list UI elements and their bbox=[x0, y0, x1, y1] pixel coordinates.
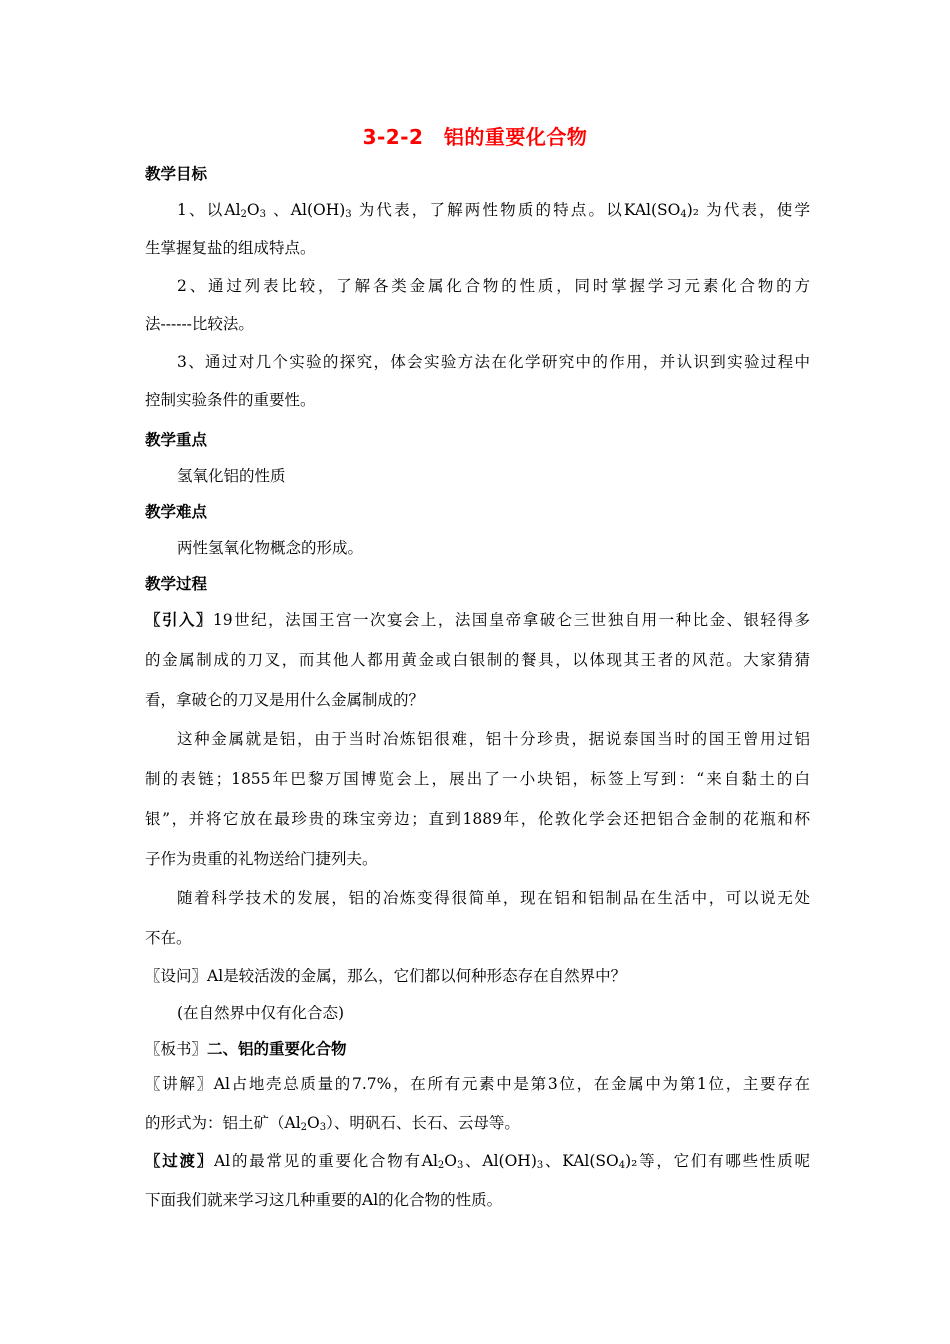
difficulty-text: 两性氢氧化物概念的形成。 bbox=[177, 539, 364, 557]
objective-2-line-1: 2、通过列表比较，了解各类金属化合物的性质，同时掌握学习元素化合物的方 bbox=[177, 277, 810, 295]
question-answer: (在自然界中仅有化合态) bbox=[177, 1004, 345, 1022]
intro-line-2: 的金属制成的刀叉，而其他人都用黄金或白银制的餐具，以体现其王者的风范。大家猜猜 bbox=[145, 651, 810, 669]
transition-line-1: 〖过渡〗Al的最常见的重要化合物有$Al_2O_3$、$Al(OH)_3$、$KAl(SO_4)_2$等，它们有哪些性质呢 bbox=[145, 1152, 810, 1171]
story-line-4: 子作为贵重的礼物送给门捷列夫。 bbox=[145, 850, 378, 868]
section-heading-key-point: 教学重点 bbox=[145, 431, 208, 449]
objective-3-line-1: 3、通过对几个实验的探究，体会实验方法在化学研究中的作用，并认识到实验过程中 bbox=[177, 353, 810, 371]
transition-line-2: 下面我们就来学习这几种重要的Al的化合物的性质。 bbox=[145, 1191, 503, 1209]
development-line-1: 随着科学技术的发展，铝的冶炼变得很简单，现在铝和铝制品在生活中，可以说无处 bbox=[177, 889, 810, 907]
board-line: 〖板书〗二、铝的重要化合物 bbox=[145, 1040, 347, 1058]
story-line-1: 这种金属就是铝，由于当时冶炼铝很难，铝十分珍贵，据说泰国当时的国王曾用过铝 bbox=[177, 730, 810, 748]
objective-1-line-2: 生掌握复盐的组成特点。 bbox=[145, 239, 316, 257]
objective-2-line-2: 法------比较法。 bbox=[145, 315, 254, 333]
section-heading-difficulty: 教学难点 bbox=[145, 503, 208, 521]
section-heading-objectives: 教学目标 bbox=[145, 165, 208, 183]
question-line: 〖设问〗Al是较活泼的金属，那么，它们都以何种形态存在自然界中？ bbox=[145, 967, 627, 985]
lecture-line-1: 〖讲解〗Al占地壳总质量的7.7%，在所有元素中是第3位，在金属中为第1位，主要存在 bbox=[145, 1075, 810, 1093]
story-line-3: 银”，并将它放在最珍贵的珠宝旁边；直到1889年，伦敦化学会还把铝合金制的花瓶和杯 bbox=[145, 810, 810, 828]
objective-3-line-2: 控制实验条件的重要性。 bbox=[145, 391, 316, 409]
objective-1-line-1: 1、以$Al_2O_3$ 、$Al(OH)_3$ 为代表，了解两性物质的特点。以$KAl(SO_4)_2$ 为代表，使学 bbox=[177, 201, 810, 220]
section-heading-process: 教学过程 bbox=[145, 575, 208, 593]
document-title: 3-2-2 铝的重要化合物 bbox=[362, 125, 588, 149]
intro-line-3: 看，拿破仑的刀叉是用什么金属制成的？ bbox=[145, 691, 425, 709]
intro-line-1: 〖引入〗19世纪，法国王宫一次宴会上，法国皇帝拿破仑三世独自用一种比金、银轻得多 bbox=[145, 611, 810, 629]
story-line-2: 制的表链；1855年巴黎万国博览会上，展出了一小块铝，标签上写到：“来自黏土的白 bbox=[145, 770, 810, 788]
key-point-text: 氢氧化铝的性质 bbox=[177, 467, 286, 485]
development-line-2: 不在。 bbox=[145, 929, 192, 947]
lecture-line-2: 的形式为：铝土矿$(Al_2O_3)$、明矾石、长石、云母等。 bbox=[145, 1114, 520, 1133]
